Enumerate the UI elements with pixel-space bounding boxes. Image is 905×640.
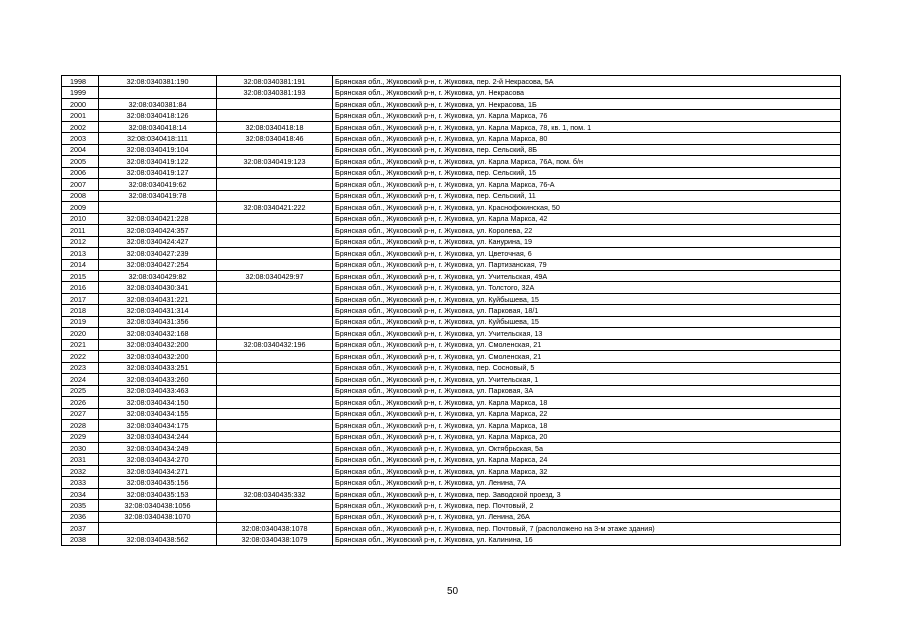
row-number-cell: 2007 bbox=[62, 179, 99, 190]
table-row bbox=[62, 236, 841, 247]
cadastral-number-secondary-cell bbox=[217, 420, 333, 431]
table-row bbox=[62, 87, 841, 98]
row-number-cell: 2023 bbox=[62, 362, 99, 373]
row-number-cell: 2024 bbox=[62, 374, 99, 385]
cadastral-number-secondary-cell: 32:08:0340438:1078 bbox=[217, 523, 333, 534]
table-row bbox=[62, 488, 841, 499]
table-row bbox=[62, 431, 841, 442]
table-row bbox=[62, 76, 841, 87]
cadastral-number-cell: 32:08:0340433:260 bbox=[99, 374, 217, 385]
cadastral-number-secondary-cell bbox=[217, 144, 333, 155]
row-number-cell: 2032 bbox=[62, 465, 99, 476]
cadastral-number-cell: 32:08:0340424:427 bbox=[99, 236, 217, 247]
table-row bbox=[62, 202, 841, 213]
table-row bbox=[62, 98, 841, 109]
cadastral-number-secondary-cell: 32:08:0340418:46 bbox=[217, 133, 333, 144]
row-number-cell: 2030 bbox=[62, 443, 99, 454]
cadastral-number-cell: 32:08:0340431:314 bbox=[99, 305, 217, 316]
row-number-cell: 2011 bbox=[62, 225, 99, 236]
address-cell: Брянская обл., Жуковский р-н, г. Жуковка, ул. Королева, 22 bbox=[333, 225, 841, 236]
row-number-cell: 2004 bbox=[62, 144, 99, 155]
cadastral-number-secondary-cell: 32:08:0340421:222 bbox=[217, 202, 333, 213]
cadastral-number-cell: 32:08:0340431:221 bbox=[99, 293, 217, 304]
table-row bbox=[62, 374, 841, 385]
address-cell: Брянская обл., Жуковский р-н, г. Жуковка, пер. Почтовый, 2 bbox=[333, 500, 841, 511]
address-cell: Брянская обл., Жуковский р-н, г. Жуковка, ул. Карла Маркса, 20 bbox=[333, 431, 841, 442]
cadastral-number-cell: 32:08:0340431:356 bbox=[99, 316, 217, 327]
address-cell: Брянская обл., Жуковский р-н, г. Жуковка, ул. Куйбышева, 15 bbox=[333, 293, 841, 304]
address-cell: Брянская обл., Жуковский р-н, г. Жуковка, ул. Карла Маркса, 78, кв. 1, пом. 1 bbox=[333, 121, 841, 132]
row-number-cell: 2012 bbox=[62, 236, 99, 247]
table-row bbox=[62, 144, 841, 155]
address-cell: Брянская обл., Жуковский р-н, г. Жуковка, пер. 2-й Некрасова, 5А bbox=[333, 76, 841, 87]
cadastral-number-secondary-cell: 32:08:0340429:97 bbox=[217, 270, 333, 281]
cadastral-number-secondary-cell bbox=[217, 465, 333, 476]
row-number-cell: 2035 bbox=[62, 500, 99, 511]
row-number-cell: 2008 bbox=[62, 190, 99, 201]
row-number-cell: 2013 bbox=[62, 248, 99, 259]
cadastral-number-cell: 32:08:0340418:126 bbox=[99, 110, 217, 121]
row-number-cell: 2028 bbox=[62, 420, 99, 431]
table-row bbox=[62, 179, 841, 190]
table-row bbox=[62, 443, 841, 454]
cadastral-table bbox=[61, 75, 841, 546]
cadastral-number-cell: 32:08:0340433:251 bbox=[99, 362, 217, 373]
cadastral-number-cell: 32:08:0340424:357 bbox=[99, 225, 217, 236]
cadastral-number-secondary-cell bbox=[217, 397, 333, 408]
cadastral-number-cell: 32:08:0340419:127 bbox=[99, 167, 217, 178]
address-cell: Брянская обл., Жуковский р-н, г. Жуковка, ул. Ленина, 7А bbox=[333, 477, 841, 488]
address-cell: Брянская обл., Жуковский р-н, г. Жуковка, ул. Карла Маркса, 18 bbox=[333, 397, 841, 408]
address-cell: Брянская обл., Жуковский р-н, г. Жуковка, ул. Карла Маркса, 80 bbox=[333, 133, 841, 144]
row-number-cell: 2009 bbox=[62, 202, 99, 213]
table-row bbox=[62, 293, 841, 304]
cadastral-number-cell: 32:08:0340433:463 bbox=[99, 385, 217, 396]
cadastral-number-cell: 32:08:0340419:78 bbox=[99, 190, 217, 201]
cadastral-number-cell bbox=[99, 87, 217, 98]
table-row bbox=[62, 225, 841, 236]
cadastral-number-cell: 32:08:0340381:84 bbox=[99, 98, 217, 109]
cadastral-number-cell: 32:08:0340434:271 bbox=[99, 465, 217, 476]
table-body bbox=[62, 76, 841, 546]
cadastral-number-cell: 32:08:0340419:62 bbox=[99, 179, 217, 190]
row-number-cell: 2005 bbox=[62, 156, 99, 167]
address-cell: Брянская обл., Жуковский р-н, г. Жуковка, ул. Партизанская, 79 bbox=[333, 259, 841, 270]
cadastral-number-secondary-cell bbox=[217, 431, 333, 442]
cadastral-number-secondary-cell bbox=[217, 98, 333, 109]
row-number-cell: 2027 bbox=[62, 408, 99, 419]
address-cell: Брянская обл., Жуковский р-н, г. Жуковка, ул. Некрасова, 1Б bbox=[333, 98, 841, 109]
address-cell: Брянская обл., Жуковский р-н, г. Жуковка, ул. Парковая, 18/1 bbox=[333, 305, 841, 316]
address-cell: Брянская обл., Жуковский р-н, г. Жуковка, ул. Ленина, 26А bbox=[333, 511, 841, 522]
row-number-cell: 1999 bbox=[62, 87, 99, 98]
table-row bbox=[62, 328, 841, 339]
cadastral-number-cell: 32:08:0340430:341 bbox=[99, 282, 217, 293]
row-number-cell: 2017 bbox=[62, 293, 99, 304]
cadastral-number-secondary-cell bbox=[217, 179, 333, 190]
row-number-cell: 2025 bbox=[62, 385, 99, 396]
table-row bbox=[62, 362, 841, 373]
address-cell: Брянская обл., Жуковский р-н, г. Жуковка, ул. Куйбышева, 15 bbox=[333, 316, 841, 327]
cadastral-number-cell bbox=[99, 523, 217, 534]
cadastral-number-secondary-cell: 32:08:0340381:193 bbox=[217, 87, 333, 98]
cadastral-number-cell: 32:08:0340421:228 bbox=[99, 213, 217, 224]
row-number-cell: 2006 bbox=[62, 167, 99, 178]
table-row bbox=[62, 500, 841, 511]
table-row bbox=[62, 408, 841, 419]
row-number-cell: 2020 bbox=[62, 328, 99, 339]
cadastral-number-cell: 32:08:0340432:200 bbox=[99, 339, 217, 350]
address-cell: Брянская обл., Жуковский р-н, г. Жуковка, ул. Карла Маркса, 18 bbox=[333, 420, 841, 431]
cadastral-number-secondary-cell: 32:08:0340419:123 bbox=[217, 156, 333, 167]
cadastral-number-cell: 32:08:0340419:122 bbox=[99, 156, 217, 167]
cadastral-number-cell: 32:08:0340432:168 bbox=[99, 328, 217, 339]
row-number-cell: 2001 bbox=[62, 110, 99, 121]
cadastral-number-secondary-cell: 32:08:0340381:191 bbox=[217, 76, 333, 87]
cadastral-number-cell: 32:08:0340438:1056 bbox=[99, 500, 217, 511]
address-cell: Брянская обл., Жуковский р-н, г. Жуковка, ул. Калинина, 16 bbox=[333, 534, 841, 545]
table-row bbox=[62, 523, 841, 534]
row-number-cell: 2010 bbox=[62, 213, 99, 224]
row-number-cell: 2038 bbox=[62, 534, 99, 545]
cadastral-number-cell: 32:08:0340419:104 bbox=[99, 144, 217, 155]
cadastral-number-secondary-cell bbox=[217, 167, 333, 178]
table-row bbox=[62, 156, 841, 167]
address-cell: Брянская обл., Жуковский р-н, г. Жуковка, пер. Почтовый, 7 (расположено на 3-м этаже здания) bbox=[333, 523, 841, 534]
row-number-cell: 2034 bbox=[62, 488, 99, 499]
cadastral-number-cell: 32:08:0340434:175 bbox=[99, 420, 217, 431]
table-row bbox=[62, 248, 841, 259]
page-number: 50 bbox=[446, 586, 459, 597]
table-row bbox=[62, 534, 841, 545]
address-cell: Брянская обл., Жуковский р-н, г. Жуковка, ул. Парковая, 3А bbox=[333, 385, 841, 396]
row-number-cell: 2015 bbox=[62, 270, 99, 281]
cadastral-number-cell: 32:08:0340381:190 bbox=[99, 76, 217, 87]
address-cell: Брянская обл., Жуковский р-н, г. Жуковка, ул. Карла Маркса, 24 bbox=[333, 454, 841, 465]
row-number-cell: 2033 bbox=[62, 477, 99, 488]
address-cell: Брянская обл., Жуковский р-н, г. Жуковка, ул. Смоленская, 21 bbox=[333, 351, 841, 362]
table-row bbox=[62, 270, 841, 281]
row-number-cell: 2026 bbox=[62, 397, 99, 408]
table-row bbox=[62, 282, 841, 293]
address-cell: Брянская обл., Жуковский р-н, г. Жуковка, ул. Учительская, 1 bbox=[333, 374, 841, 385]
cadastral-number-secondary-cell bbox=[217, 500, 333, 511]
row-number-cell: 2029 bbox=[62, 431, 99, 442]
table-row bbox=[62, 465, 841, 476]
row-number-cell: 1998 bbox=[62, 76, 99, 87]
cadastral-number-secondary-cell: 32:08:0340438:1079 bbox=[217, 534, 333, 545]
address-cell: Брянская обл., Жуковский р-н, г. Жуковка, ул. Краснофокинская, 50 bbox=[333, 202, 841, 213]
address-cell: Брянская обл., Жуковский р-н, г. Жуковка, ул. Некрасова bbox=[333, 87, 841, 98]
cadastral-number-secondary-cell bbox=[217, 374, 333, 385]
cadastral-number-secondary-cell bbox=[217, 190, 333, 201]
address-cell: Брянская обл., Жуковский р-н, г. Жуковка, пер. Сосновый, 5 bbox=[333, 362, 841, 373]
cadastral-number-secondary-cell bbox=[217, 362, 333, 373]
cadastral-number-secondary-cell bbox=[217, 511, 333, 522]
address-cell: Брянская обл., Жуковский р-н, г. Жуковка, пер. Сельский, 11 bbox=[333, 190, 841, 201]
table-row bbox=[62, 339, 841, 350]
cadastral-number-secondary-cell bbox=[217, 454, 333, 465]
cadastral-number-cell: 32:08:0340427:239 bbox=[99, 248, 217, 259]
table-row bbox=[62, 167, 841, 178]
row-number-cell: 2036 bbox=[62, 511, 99, 522]
row-number-cell: 2014 bbox=[62, 259, 99, 270]
cadastral-number-cell: 32:08:0340438:562 bbox=[99, 534, 217, 545]
cadastral-number-secondary-cell bbox=[217, 408, 333, 419]
table-row bbox=[62, 385, 841, 396]
cadastral-number-secondary-cell bbox=[217, 259, 333, 270]
row-number-cell: 2003 bbox=[62, 133, 99, 144]
cadastral-number-secondary-cell bbox=[217, 443, 333, 454]
cadastral-number-cell: 32:08:0340438:1070 bbox=[99, 511, 217, 522]
address-cell: Брянская обл., Жуковский р-н, г. Жуковка, ул. Канурина, 19 bbox=[333, 236, 841, 247]
row-number-cell: 2000 bbox=[62, 98, 99, 109]
cadastral-number-cell: 32:08:0340429:82 bbox=[99, 270, 217, 281]
address-cell: Брянская обл., Жуковский р-н, г. Жуковка, ул. Октябрьская, 5а bbox=[333, 443, 841, 454]
cadastral-number-secondary-cell bbox=[217, 213, 333, 224]
cadastral-number-secondary-cell bbox=[217, 316, 333, 327]
row-number-cell: 2019 bbox=[62, 316, 99, 327]
address-cell: Брянская обл., Жуковский р-н, г. Жуковка, ул. Смоленская, 21 bbox=[333, 339, 841, 350]
cadastral-number-cell: 32:08:0340432:200 bbox=[99, 351, 217, 362]
cadastral-number-cell: 32:08:0340435:153 bbox=[99, 488, 217, 499]
table-row bbox=[62, 477, 841, 488]
address-cell: Брянская обл., Жуковский р-н, г. Жуковка, ул. Цветочная, 6 bbox=[333, 248, 841, 259]
cadastral-number-secondary-cell: 32:08:0340418:18 bbox=[217, 121, 333, 132]
row-number-cell: 2031 bbox=[62, 454, 99, 465]
cadastral-number-cell: 32:08:0340427:254 bbox=[99, 259, 217, 270]
address-cell: Брянская обл., Жуковский р-н, г. Жуковка, ул. Карла Маркса, 76 bbox=[333, 110, 841, 121]
table-row bbox=[62, 305, 841, 316]
row-number-cell: 2016 bbox=[62, 282, 99, 293]
cadastral-number-secondary-cell: 32:08:0340432:196 bbox=[217, 339, 333, 350]
address-cell: Брянская обл., Жуковский р-н, г. Жуковка, ул. Карла Маркса, 32 bbox=[333, 465, 841, 476]
cadastral-number-cell: 32:08:0340435:156 bbox=[99, 477, 217, 488]
row-number-cell: 2021 bbox=[62, 339, 99, 350]
address-cell: Брянская обл., Жуковский р-н, г. Жуковка, ул. Карла Маркса, 76-А bbox=[333, 179, 841, 190]
cadastral-number-secondary-cell: 32:08:0340435:332 bbox=[217, 488, 333, 499]
cadastral-number-cell: 32:08:0340434:155 bbox=[99, 408, 217, 419]
cadastral-number-secondary-cell bbox=[217, 293, 333, 304]
cadastral-number-cell: 32:08:0340418:111 bbox=[99, 133, 217, 144]
cadastral-number-cell: 32:08:0340434:249 bbox=[99, 443, 217, 454]
cadastral-number-secondary-cell bbox=[217, 236, 333, 247]
address-cell: Брянская обл., Жуковский р-н, г. Жуковка, ул. Карла Маркса, 22 bbox=[333, 408, 841, 419]
table-row bbox=[62, 110, 841, 121]
cadastral-number-secondary-cell bbox=[217, 351, 333, 362]
table-row bbox=[62, 316, 841, 327]
table-row bbox=[62, 133, 841, 144]
address-cell: Брянская обл., Жуковский р-н, г. Жуковка, пер. Сельский, 8Б bbox=[333, 144, 841, 155]
address-cell: Брянская обл., Жуковский р-н, г. Жуковка, ул. Учительская, 13 bbox=[333, 328, 841, 339]
address-cell: Брянская обл., Жуковский р-н, г. Жуковка, пер. Сельский, 15 bbox=[333, 167, 841, 178]
row-number-cell: 2037 bbox=[62, 523, 99, 534]
row-number-cell: 2022 bbox=[62, 351, 99, 362]
cadastral-number-cell bbox=[99, 202, 217, 213]
table-row bbox=[62, 121, 841, 132]
cadastral-number-secondary-cell bbox=[217, 385, 333, 396]
address-cell: Брянская обл., Жуковский р-н, г. Жуковка, ул. Учительская, 49А bbox=[333, 270, 841, 281]
cadastral-number-secondary-cell bbox=[217, 328, 333, 339]
address-cell: Брянская обл., Жуковский р-н, г. Жуковка, пер. Заводской проезд, 3 bbox=[333, 488, 841, 499]
table-row bbox=[62, 190, 841, 201]
cadastral-number-secondary-cell bbox=[217, 248, 333, 259]
table-row bbox=[62, 511, 841, 522]
cadastral-number-cell: 32:08:0340418:14 bbox=[99, 121, 217, 132]
cadastral-number-secondary-cell bbox=[217, 477, 333, 488]
address-cell: Брянская обл., Жуковский р-н, г. Жуковка, ул. Толстого, 32А bbox=[333, 282, 841, 293]
cadastral-number-secondary-cell bbox=[217, 225, 333, 236]
row-number-cell: 2018 bbox=[62, 305, 99, 316]
address-cell: Брянская обл., Жуковский р-н, г. Жуковка, ул. Карла Маркса, 76А, пом. б/н bbox=[333, 156, 841, 167]
cadastral-number-secondary-cell bbox=[217, 305, 333, 316]
table-row bbox=[62, 454, 841, 465]
table-row bbox=[62, 259, 841, 270]
table-row bbox=[62, 420, 841, 431]
address-cell: Брянская обл., Жуковский р-н, г. Жуковка, ул. Карла Маркса, 42 bbox=[333, 213, 841, 224]
row-number-cell: 2002 bbox=[62, 121, 99, 132]
table-row bbox=[62, 351, 841, 362]
cadastral-number-secondary-cell bbox=[217, 282, 333, 293]
table-row bbox=[62, 397, 841, 408]
table-row bbox=[62, 213, 841, 224]
cadastral-number-secondary-cell bbox=[217, 110, 333, 121]
cadastral-number-cell: 32:08:0340434:150 bbox=[99, 397, 217, 408]
cadastral-number-cell: 32:08:0340434:270 bbox=[99, 454, 217, 465]
cadastral-number-cell: 32:08:0340434:244 bbox=[99, 431, 217, 442]
